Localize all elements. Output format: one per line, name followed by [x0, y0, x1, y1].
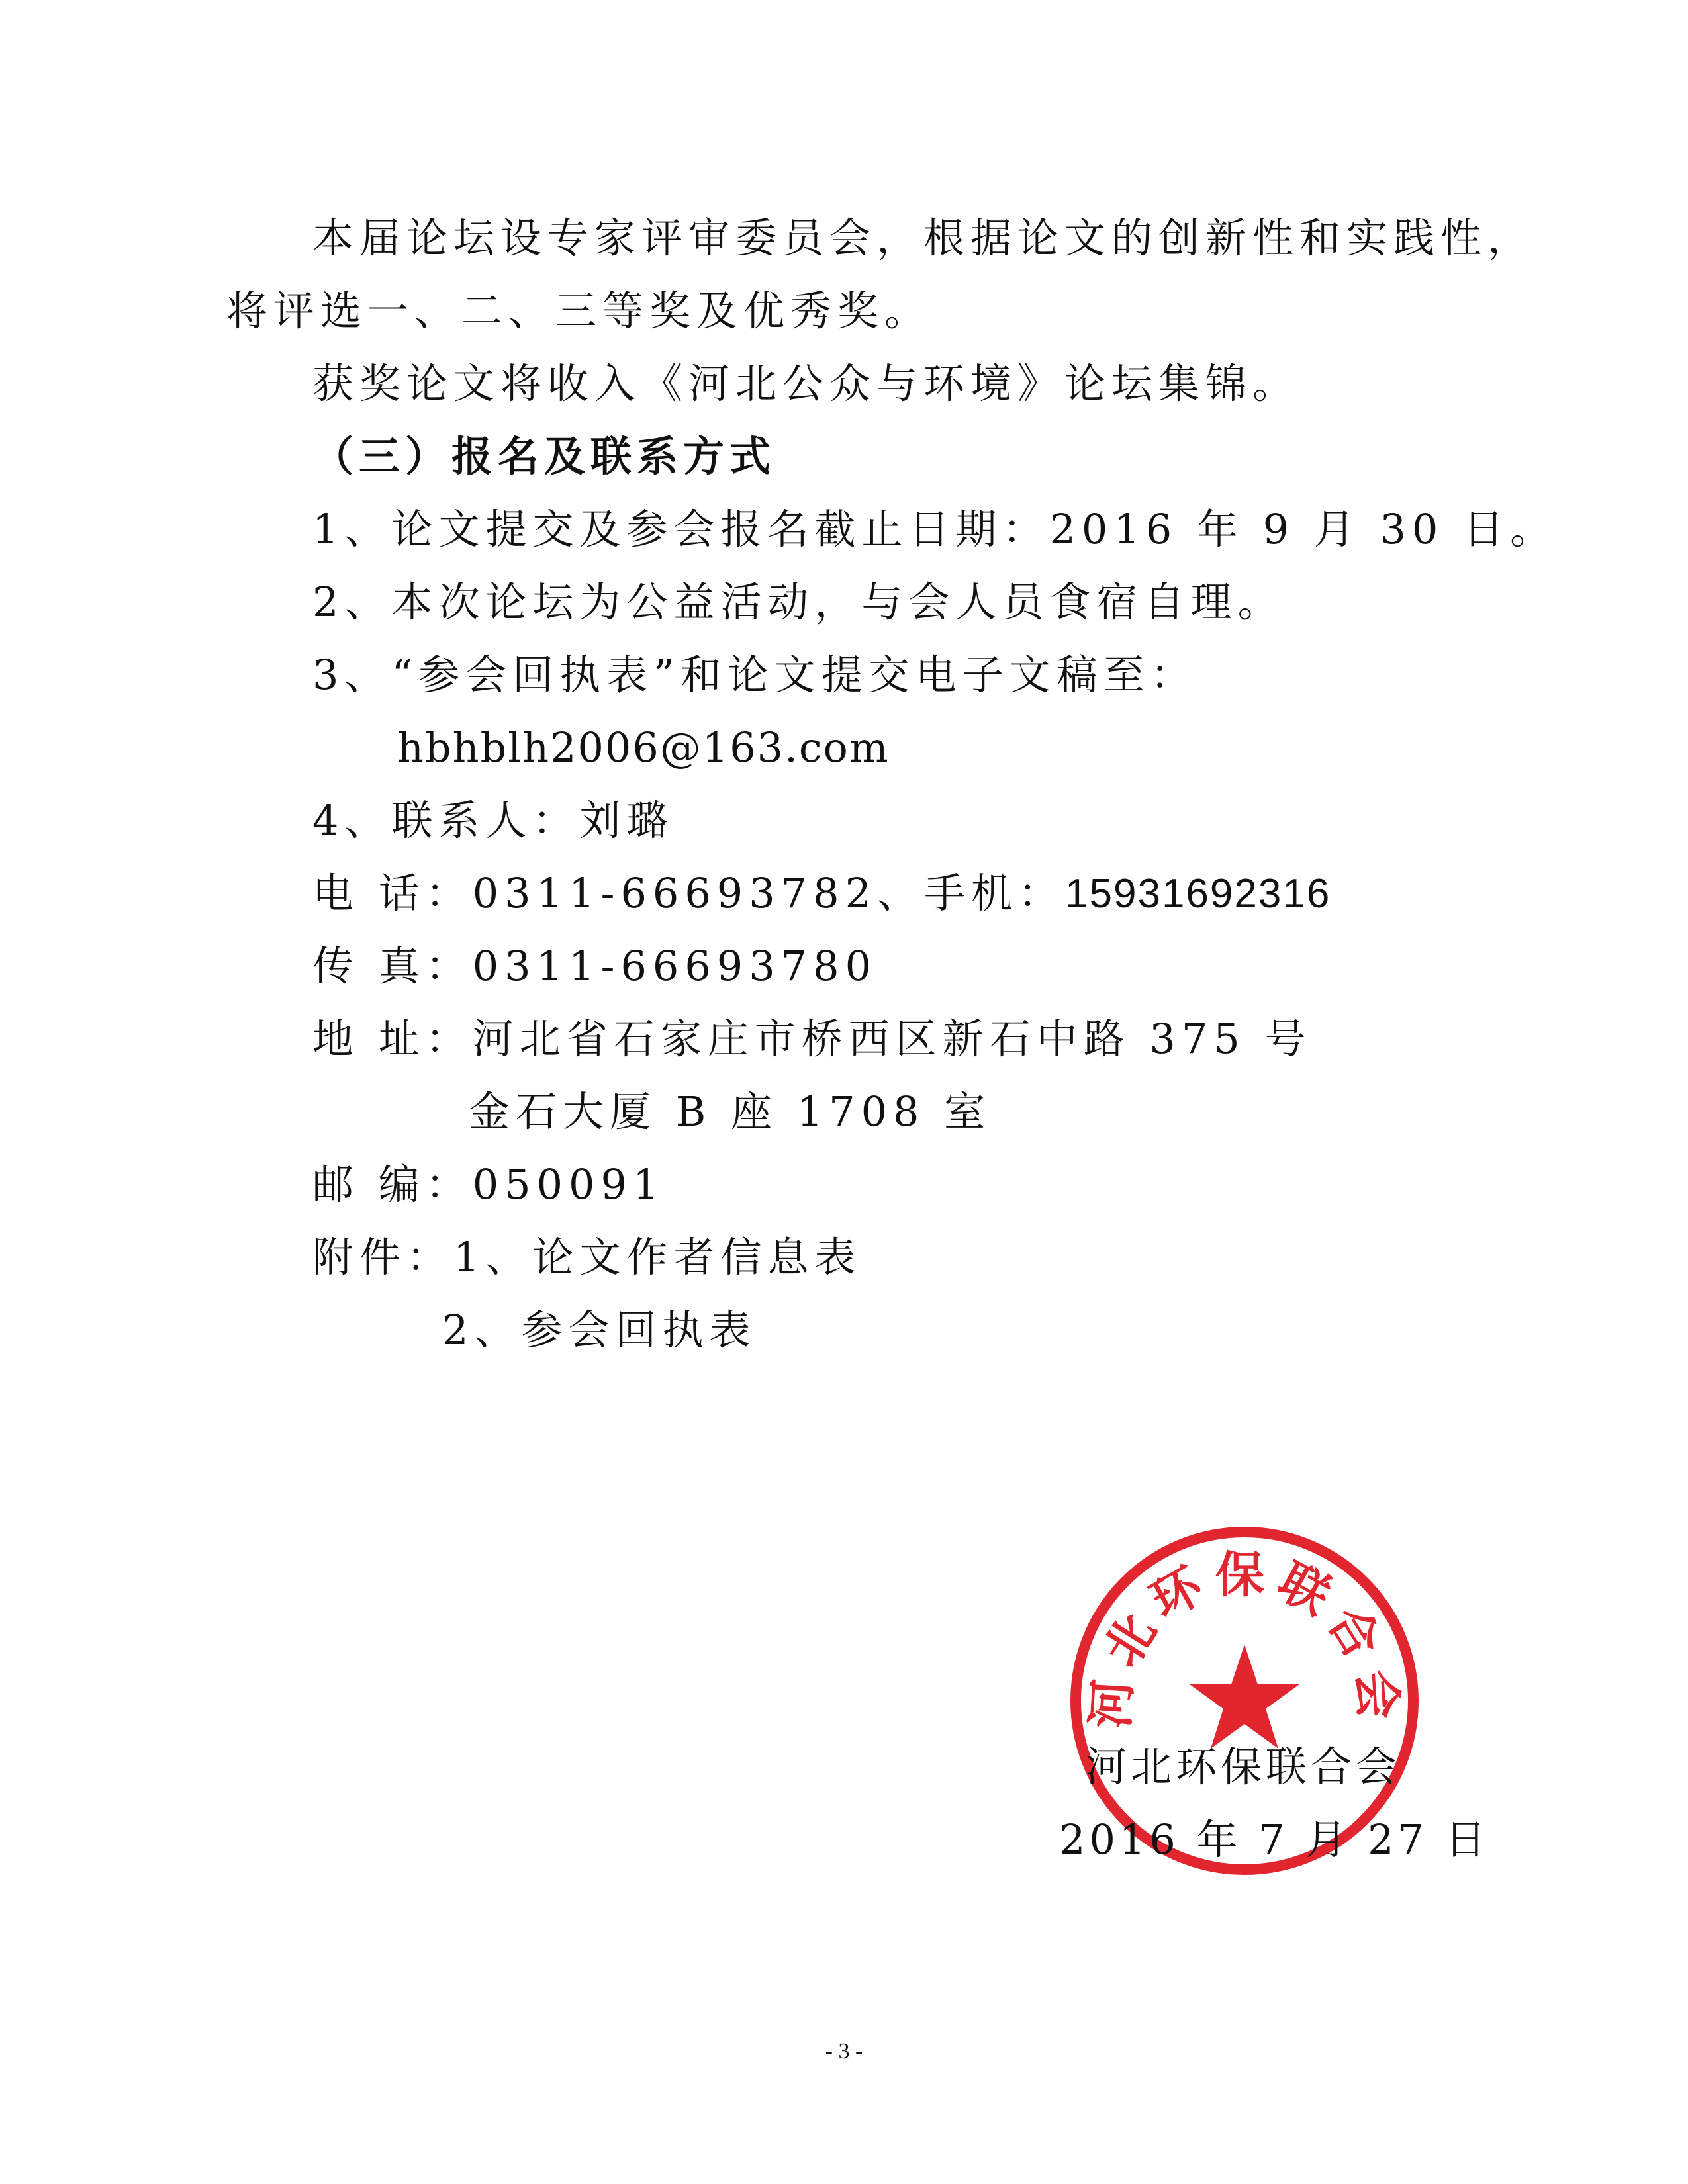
- list-item: 3、“参会回执表”和论文提交电子文稿至：: [312, 651, 1197, 699]
- list-item: 2、本次论坛为公益活动，与会人员食宿自理。: [312, 578, 1285, 626]
- phone-line: [312, 867, 1331, 921]
- phone-label: 电 话：0311-66693782、手机：: [312, 869, 1066, 917]
- list-item: 4、联系人：刘璐: [312, 796, 674, 844]
- page-number: - 3 -: [825, 2039, 863, 2064]
- seal-star-icon: [1190, 1645, 1299, 1749]
- paragraph-line: 本届论坛设专家评审委员会，根据论文的创新性和实践性，: [312, 214, 1535, 262]
- address-line: 金石大厦 B 座 1708 室: [469, 1087, 992, 1136]
- signature-organization: 河北环保联合会: [1086, 1743, 1401, 1791]
- paragraph: 获奖论文将收入《河北公众与环境》论坛集锦。: [312, 359, 1300, 408]
- attachment-line: 2、参会回执表: [442, 1306, 757, 1354]
- paragraph-line: 将评选一、二、三等奖及优秀奖。: [226, 287, 932, 335]
- postcode-line: 邮 编：050091: [312, 1160, 665, 1208]
- signature-date: 2016 年 7 月 27 日: [1059, 1815, 1490, 1864]
- seal-text: 河北环保联合会: [1082, 1546, 1407, 1731]
- address-line: 地 址：河北省石家庄市桥西区新石中路 375 号: [312, 1015, 1312, 1063]
- attachment-line: 附件：1、论文作者信息表: [312, 1233, 862, 1281]
- fax-line: 传 真：0311-66693780: [312, 942, 878, 990]
- email-address: hbhblh2006@163.com: [397, 723, 890, 772]
- mobile-number: 15931692316: [1065, 871, 1331, 917]
- list-item: 1、论文提交及参会报名截止日期：2016 年 9 月 30 日。: [312, 505, 1558, 553]
- section-heading: （三）报名及联系方式: [312, 432, 776, 480]
